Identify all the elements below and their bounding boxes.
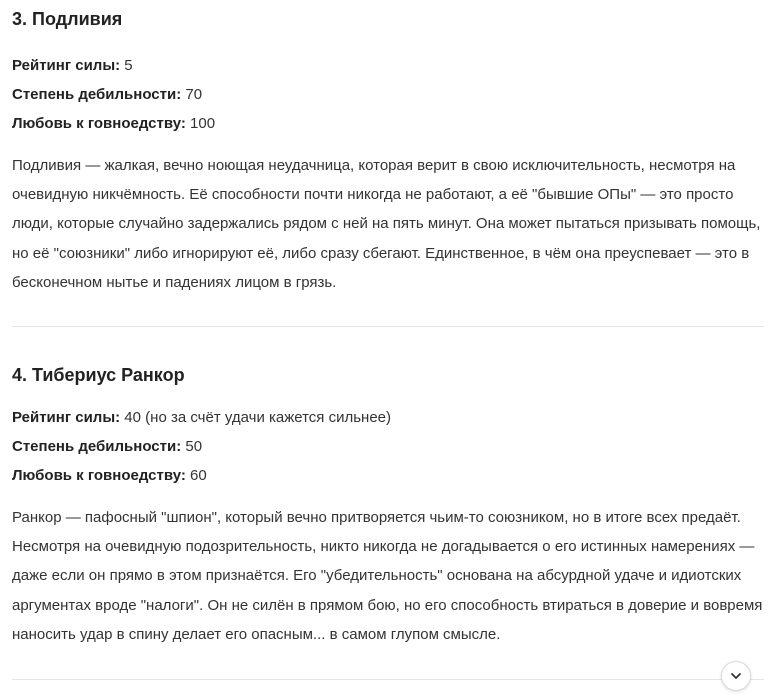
stat-label: Степень дебильности: [12, 86, 182, 103]
chat-message-content [12, 0, 764, 680]
stat-power-rating [12, 403, 764, 432]
section-divider [12, 679, 764, 680]
stat-value: 50 [181, 438, 203, 456]
stat-power-rating [12, 51, 764, 80]
scroll-to-bottom-button[interactable] [721, 661, 751, 691]
stat-love-level [12, 109, 764, 138]
stat-label: Рейтинг силы: [12, 409, 121, 427]
stat-stupidity-level [12, 80, 764, 109]
character-section [12, 363, 764, 649]
stat-label: Рейтинг силы: [12, 57, 121, 74]
stat-stupidity-level [12, 432, 764, 461]
stat-label: Степень дебильности: [12, 438, 182, 456]
stat-value: 5 [120, 57, 133, 74]
section-description: Ранкор — пафосный "шпион", который вечно притворяется чьим-то союзником, но в итоге всех предаёт. Несмотря на очевидную подозрительность, никто никогда не догадывается о его истинных намерениях — даже если он прямо в этом признаётся. Его "убедительность" основана на абсурдной удаче и идиотских аргументах вроде "налоги". Он не силён в прямом бою, но его способность втираться в доверие и вовремя наносить удар в спину делает его опасным... в самом глупом смысле. [12, 509, 763, 643]
stat-love-level [12, 461, 764, 490]
section-description: Подливия — жалкая, вечно ноющая неудачница, которая верит в свою исключительность, несмотря на очевидную никчёмность. Её способности почти никогда не работают, а её "бывшие ОПы" — это просто люди, которые случайно задержались рядом с ней на пять минут. Она может пытаться призывать помощь, но её "союзники" либо игнорируют её, либо сразу сбегают. Единственное, в чём она преуспевает — это в бесконечном нытье и падениях лицом в грязь. [12, 157, 761, 291]
section-title: 3. Подливия [12, 9, 123, 29]
stat-value: 100 [185, 115, 216, 132]
chevron-down-icon [729, 669, 743, 683]
character-section [12, 0, 764, 297]
stat-label: Любовь к говноедству: [12, 115, 186, 132]
stat-value: 70 [181, 86, 203, 103]
stat-value: 40 (но за счёт удачи кажется сильнее) [120, 409, 392, 427]
section-title: 4. Тибериус Ранкор [12, 365, 185, 386]
stat-label: Любовь к говноедству: [12, 467, 186, 485]
stat-value: 60 [185, 467, 207, 485]
